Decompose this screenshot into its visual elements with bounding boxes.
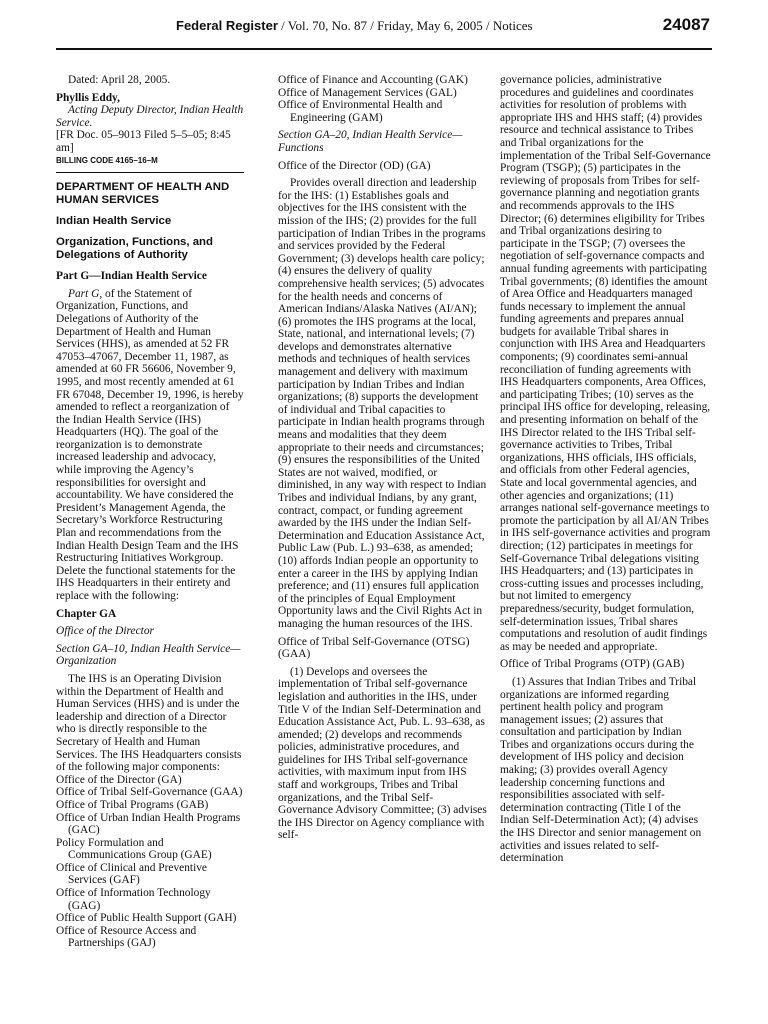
office-director-heading: Office of the Director	[56, 625, 154, 638]
column-1	[56, 74, 244, 950]
section-ga20-heading: Section GA–20, Indian Health Service—Functions	[278, 129, 463, 154]
otsg-heading: Office of Tribal Self-Governance (OTSG) (GAA)	[278, 635, 470, 661]
list-item: Office of Information Technology (GAG)	[56, 887, 211, 912]
section-rule	[56, 172, 244, 173]
od-heading: Office of the Director (OD) (GA)	[278, 159, 431, 172]
list-item: Office of Public Health Support (GAH)	[56, 912, 237, 925]
otsg-paragraph: (1) Develops and oversees the implementation of Tribal self-governance legislation and authorities in the IHS, under Title V of the Indian Self-Determination and Education Assistance Act, Pub. L. 93–638, as amended; (2) develops and recommends policies, administrative procedures, and guidelines for IHS Tribal self-governance activities, with maximum input from IHS staff and workgroups, Tribes and Tribal organizations, and the Tribal Self-Governance Advisory Committee; (3) advises the IHS Director on Agency compliance with self-	[278, 665, 487, 842]
organization-paragraph: The IHS is an Operating Division within the Department of Health and Human Services (HHS) and is under the leadership and direction of a Director who is directly responsible to the Secretary of Health and Human Services. The IHS Headquarters consists of the following major components:	[56, 672, 242, 774]
list-item: Office of the Director (GA)	[56, 773, 182, 786]
header-citation	[176, 18, 533, 34]
part-heading: Part G—Indian Health Service	[56, 270, 207, 283]
od-paragraph: Provides overall direction and leadership for the IHS: (1) Establishes goals and objectives for the IHS consistent with the mission of the IHS; (2) provides for the full participation of Indian Tribes in the programs and services provided by the Federal Government; (3) develops health care policy; (4) ensures the delivery of quality comprehensive health services; (5) advocates for the health needs and concerns of American Indians/Alaska Natives (AI/AN); (6) promotes the IHS programs at the local, State, national, and international levels; (7) develops and demonstrates alternative methods and techniques of health services management and delivery with maximum participation by Indian Tribes and Indian organizations; (8) supports the development of individual and Tribal capacities to participate in Indian health programs through means and modalities that they deem appropriate to their needs and circumstances; (9) ensures the responsibilities of the United States are not waived, modified, or diminished, in any way with respect to Indian Tribes and individual Indians, by any grant, contract, compact, or funding agreement awarded by the IHS under the Indian Self-Determination and Education Assistance Act, Public Law (Pub. L.) 93–638, as amended; (10) affords Indian people an opportunity to enter a career in the IHS by applying Indian preference; and (11) ensures full application of the principles of Equal Employment Opportunity laws and the Civil Rights Act in managing the human resources of the IHS.	[278, 177, 487, 630]
list-item: Office of Tribal Programs (GAB)	[56, 798, 209, 811]
header-meta: / Vol. 70, No. 87 / Friday, May 6, 2005 / Notices	[277, 18, 533, 33]
components-list	[56, 774, 244, 950]
otsg-paragraph-continued: governance policies, administrative procedures and guidelines and coordinates activities for resolution of problems with appropriate IHS and HHS staff; (4) provides resource and technical assistance to Tribes and Tribal organizations for the implementation of the Tribal Self-Governance Program (TSGP); (5) participates in the reviewing of proposals from Tribes for self-governance planning and negotiation grants and recommends approvals to the IHS Director; (6) determines eligibility for Tribes and Tribal organizations desiring to participate in the TSGP; (7) oversees the negotiation of self-governance compacts and annual funding agreements with participating Tribal governments; (8) identifies the amount of Area Office and Headquarters managed funds necessary to implement the annual funding agreements and prepares annual budgets for available Tribal shares in conjunction with IHS Area and Headquarters components; (9) coordinates semi-annual reconciliation of funding agreements with IHS Headquarters components, Area Offices, and participating Tribes; (10) serves as the principal IHS office for developing, releasing, and presenting information on behalf of the IHS Director related to the IHS Tribal self-governance activities to Tribes, Tribal organizations, HHS officials, IHS officials, and officials from other Federal agencies, State and local governmental agencies, and other agencies and organizations; (11) arranges national self-governance meetings to promote the participation by all AI/AN Tribes in IHS self-governance activities and program direction; (12) participates in meetings for Self-Governance Tribal delegations visiting IHS Headquarters; and (13) participates in cross-cutting issues and processes including, but not limited to emergency preparedness/security, budget formulation, self-determination issues, Tribal shares computations and resolution of audit findings as may be needed and appropriate.	[500, 74, 711, 653]
list-item: Office of Urban Indian Health Programs (GAC)	[56, 811, 241, 837]
signer-title: Acting Deputy Director, Indian Health Service.	[56, 104, 244, 129]
agency-heading: Indian Health Service	[56, 215, 172, 228]
subject-heading: Organization, Functions, and Delegations of Authority	[56, 236, 213, 262]
list-item: Office of Management Services (GAL)	[278, 86, 457, 99]
section-ga10-heading: Section GA–10, Indian Health Service—Organization	[56, 642, 241, 668]
header-title: Federal Register	[176, 18, 278, 33]
billing-code: BILLING CODE 4165–16–M	[56, 155, 158, 165]
list-item: Policy Formulation and Communications Group (GAE)	[56, 836, 212, 862]
department-heading: DEPARTMENT OF HEALTH AND HUMAN SERVICES	[56, 181, 230, 207]
list-item: Office of Environmental Health and Engineering (GAM)	[278, 99, 443, 124]
chapter-heading: Chapter GA	[56, 607, 117, 620]
otp-heading: Office of Tribal Programs (OTP) (GAB)	[500, 658, 685, 671]
signer-name: Phyllis Eddy,	[56, 91, 120, 104]
list-item: Office of Resource Access and Partnerships (GAJ)	[56, 924, 197, 950]
part-g-paragraph	[56, 288, 244, 603]
part-g-text: of the Statement of Organization, Functions, and Delegations of Authority of the Department of Health and Human Services (HHS), as amended at 52 FR 47053–47067, December 11, 1987, as amended at 60 FR 56606, November 9, 1995, and most recently amended at 61 FR 67048, December 19, 1996, is hereby amended to reflect a reorganization of the Indian Health Service (IHS) Headquarters (HQ). The goal of the reorganization is to demonstrate increased leadership and advocacy, while improving the Agency’s responsibilities for oversight and accountability. We have considered the President’s Management Agenda, the Secretary’s Workforce Restructuring Plan and recommendations from the Indian Health Design Team and the IHS Restructuring Initiatives Workgroup. Delete the functional statements for the IHS Headquarters in their entirety and replace with the following:	[56, 287, 244, 602]
column-3	[500, 74, 712, 870]
otp-paragraph: (1) Assures that Indian Tribes and Tribal organizations are informed regarding pertinent health policy and program management issues; (2) assures that consultation and participation by Indian Tribes and organizations occurs during the development of IHS policy and decision making; (3) provides overall Agency leadership concerning functions and responsibilities associated with self-determination contracting (Title I of the Indian Self-Determination Act); (4) advises the IHS Director and senior management on activities and issues related to self-determination	[500, 675, 702, 865]
dated-line: Dated: April 28, 2005.	[68, 74, 171, 86]
fr-doc: [FR Doc. 05–9013 Filed 5–5–05; 8:45 am]	[56, 129, 231, 154]
page-number: 24087	[662, 15, 710, 34]
list-item: Office of Finance and Accounting (GAK)	[278, 74, 468, 86]
components-list-continued	[278, 74, 488, 124]
part-g-lead: Part G,	[68, 287, 103, 300]
list-item: Office of Clinical and Preventive Services (GAF)	[56, 861, 207, 887]
page-header	[56, 6, 712, 50]
list-item: Office of Tribal Self-Governance (GAA)	[56, 786, 243, 799]
column-2	[278, 74, 488, 847]
